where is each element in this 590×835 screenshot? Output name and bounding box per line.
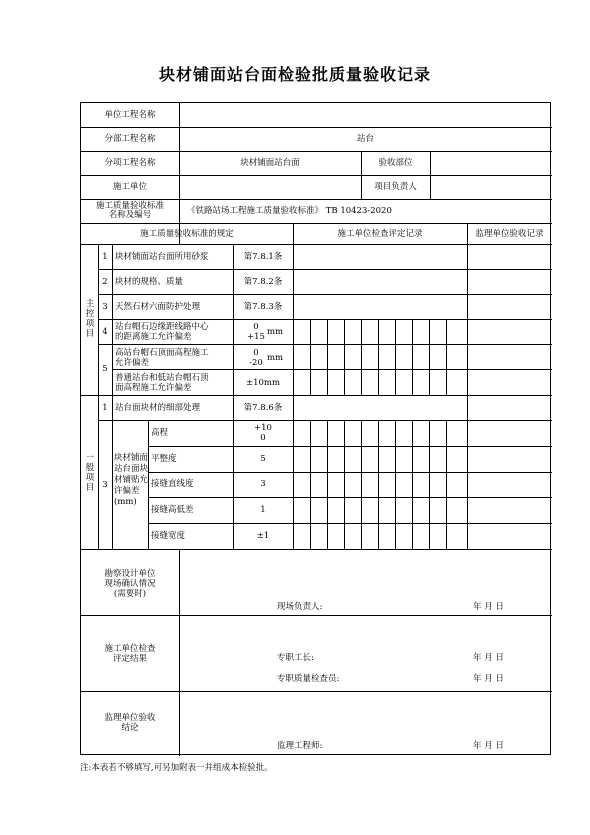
standard-label-1: 施工质量验收标准: [95, 201, 164, 211]
main-item-4-unit: mm: [267, 327, 284, 337]
general-item-3-row-3-name: 接缝直线度: [151, 479, 194, 489]
main-item-4-no: 4: [102, 327, 108, 337]
supervisor-check-column-header: 监理单位验收记录: [475, 229, 544, 239]
main-control-group-label: 主控项目: [85, 299, 95, 339]
inspection-record-table: [80, 102, 551, 755]
footnote: 注:本表若不够填写,可另加附表一并组成本检验批。: [80, 763, 273, 773]
item-project-value: 块材铺面站台面: [240, 158, 300, 168]
main-item-5a-unit: mm: [267, 353, 284, 363]
general-item-1-no: 1: [102, 403, 108, 413]
general-item-3-row-5-ref: ±1: [256, 531, 270, 541]
general-item-3-row-3-ref: 3: [260, 479, 266, 489]
accept-part-label: 验收部位: [378, 158, 413, 168]
main-item-5b-name-line1: 普通站台和低站台帽石顶: [115, 373, 209, 383]
survey-label-3: (需要时): [113, 589, 147, 599]
contractor-inspector-date: 年 月 日: [473, 674, 504, 684]
project-manager-label: 项目负责人: [374, 182, 417, 192]
main-item-4-ref-upper: 0: [253, 322, 259, 332]
general-group-label: 一般项目: [85, 453, 95, 493]
sub-project-value: 站台: [356, 134, 374, 144]
main-item-5-no: 5: [102, 364, 108, 374]
spec-column-header: 施工质量验收标准的规定: [140, 229, 234, 239]
general-item-3-row-4-name: 接缝高低差: [151, 505, 194, 515]
survey-date: 年 月 日: [473, 602, 504, 612]
unit-project-label: 单位工程名称: [104, 110, 156, 120]
main-item-3-no: 3: [102, 302, 108, 312]
standard-label-2: 名称及编号: [108, 210, 152, 220]
main-item-3-name: 天然石材六面防护处理: [115, 302, 201, 312]
general-item-3-row-1-ref-upper: +10: [254, 423, 272, 433]
general-item-3-group-label: 块材铺面站台面块材铺贴允许偏差(mm): [114, 453, 149, 507]
main-item-4-name-line1: 站台帽石边缘距线路中心: [115, 322, 209, 332]
general-item-3-row-1-ref-lower: 0: [260, 433, 266, 443]
supervisor-conclusion-label-2: 结论: [121, 723, 139, 733]
contractor-check-column-header: 施工单位检查评定记录: [337, 229, 423, 239]
main-item-5b-name-line2: 面高程施工允许偏差: [115, 383, 192, 393]
supervisor-date: 年 月 日: [473, 741, 504, 751]
general-item-3-row-4-ref: 1: [260, 505, 266, 515]
sub-project-label: 分部工程名称: [104, 134, 156, 144]
page-title: 块材铺面站台面检验批质量验收记录: [158, 65, 431, 84]
contractor-result-label-2: 评定结果: [112, 654, 147, 664]
main-item-5a-ref-lower: -20: [249, 358, 263, 368]
contractor-foreman-date: 年 月 日: [473, 653, 504, 663]
main-item-4-ref-lower: +15: [247, 332, 265, 342]
survey-person-label: 现场负责人:: [277, 602, 323, 612]
main-item-5b-ref: ±10mm: [245, 378, 281, 388]
general-item-3-row-5-name: 接缝宽度: [151, 531, 186, 541]
main-item-1-no: 1: [102, 252, 108, 262]
contractor-result-label-1: 施工单位检查: [104, 644, 156, 654]
main-item-5a-ref-upper: 0: [253, 348, 259, 358]
survey-label-1: 勘察设计单位: [104, 569, 156, 579]
general-item-3-row-2-ref: 5: [260, 454, 266, 464]
contractor-label: 施工单位: [112, 182, 147, 192]
main-item-4-name-line2: 的距离施工允许偏差: [115, 332, 192, 342]
general-item-3-row-2-name: 平整度: [151, 454, 177, 464]
main-item-1-name: 块材铺面站台面所用砂浆: [115, 252, 209, 262]
standard-value: 《铁路站场工程施工质量验收标准》 TB 10423-2020: [187, 206, 392, 216]
supervisor-conclusion-label-1: 监理单位验收: [104, 713, 156, 723]
main-item-1-ref: 第7.8.1条: [243, 252, 283, 262]
main-item-3-ref: 第7.8.3条: [243, 302, 283, 312]
main-item-2-ref: 第7.8.2条: [243, 277, 283, 287]
supervisor-engineer-label: 监理工程师:: [277, 741, 323, 751]
contractor-foreman-label: 专职工长:: [277, 653, 314, 663]
main-item-2-no: 2: [102, 277, 108, 287]
main-item-5a-name-line2: 允许偏差: [115, 358, 150, 368]
item-project-label: 分项工程名称: [104, 158, 156, 168]
general-item-1-name: 站台面块材的细部处理: [115, 403, 201, 413]
main-item-2-name: 块材的规格、质量: [115, 277, 184, 287]
main-item-5a-name-line1: 高站台帽石顶面高程施工: [115, 348, 209, 358]
survey-label-2: 现场确认情况: [104, 579, 156, 589]
general-item-3-row-1-name: 高程: [151, 428, 169, 438]
contractor-inspector-label: 专职质量检查员:: [277, 674, 340, 684]
general-item-3-no: 3: [102, 480, 108, 490]
general-item-1-ref: 第7.8.6条: [243, 403, 283, 413]
